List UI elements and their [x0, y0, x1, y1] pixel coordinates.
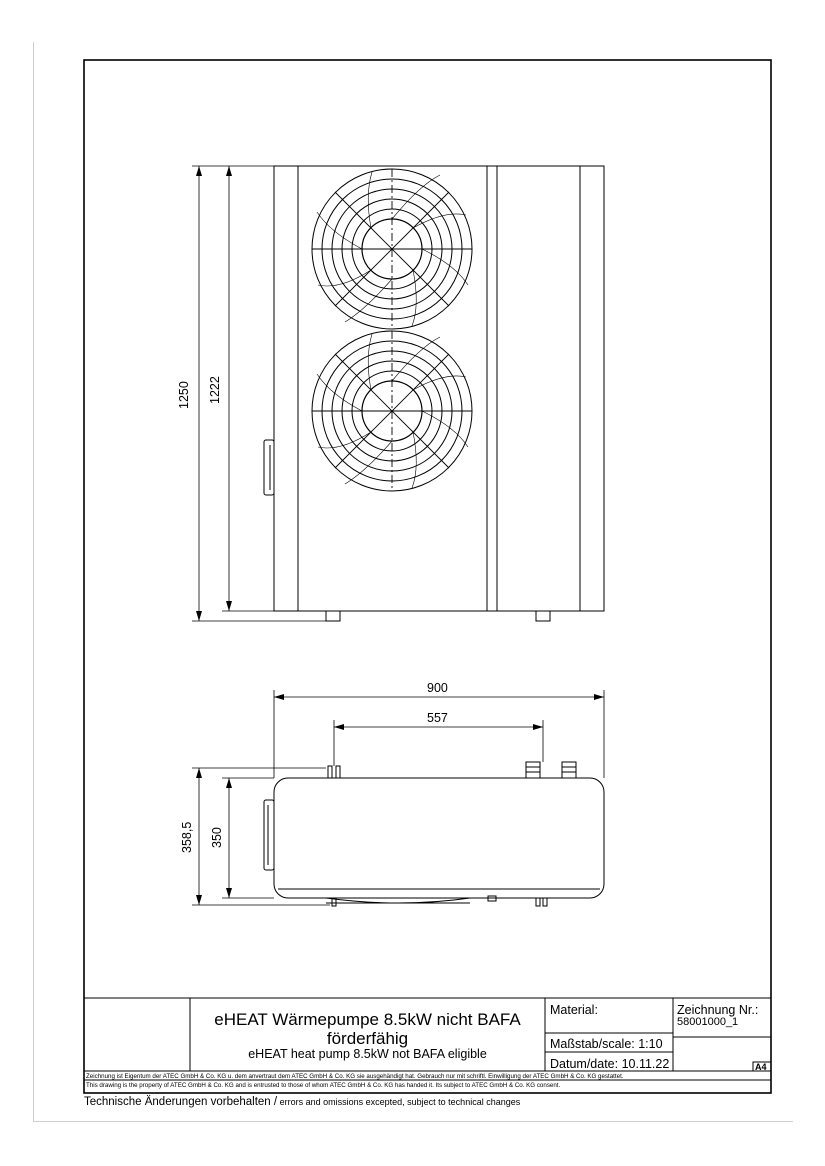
date-field: Datum/date: 10.11.22	[550, 1057, 670, 1071]
legal-notice-de: Zeichnung ist Eigentum der ATEC GmbH & Co. KG u. dem anvertraut dem ATEC GmbH & Co. KG sie ausgehändigt hat. Gebrauch nur mit schriftl. Einwilligung der ATEC GmbH & Co. KG gestattet.	[86, 1073, 624, 1080]
drawing-title: eHEAT Wärmepumpe 8.5kW nicht BAFA förderfähig	[214, 1010, 521, 1048]
drawing-subtitle: eHEAT heat pump 8.5kW not BAFA eligible	[248, 1047, 487, 1061]
dim-connection-spacing: 557	[427, 711, 448, 725]
fan-lower	[312, 331, 472, 491]
footer-note	[84, 1096, 520, 1108]
dim-front-height-total: 1250	[177, 381, 191, 409]
dim-top-depth-total: 358,5	[180, 821, 194, 853]
drawing-number-label: Zeichnung Nr.:	[677, 1003, 759, 1017]
foot	[536, 611, 550, 621]
unit-top-outline	[274, 778, 604, 898]
side-handle	[264, 440, 274, 495]
material-label: Material:	[550, 1003, 598, 1017]
drawing-frame	[84, 60, 771, 1093]
foot	[326, 611, 340, 621]
pipe-connection	[562, 762, 576, 778]
scale-field: Maßstab/scale: 1:10	[550, 1037, 663, 1051]
footer-main: Technische Änderungen vorbehalten /	[84, 1096, 278, 1108]
dim-top-width-total: 900	[427, 681, 448, 695]
front-view	[264, 166, 604, 621]
footer-small: errors and omissions excepted, subject to technical changes	[277, 1097, 521, 1107]
fan-upper	[312, 169, 472, 329]
dim-front-height-body: 1222	[208, 376, 222, 404]
pipe-connection	[526, 762, 540, 778]
side-handle	[264, 800, 274, 870]
top-dimensions	[192, 690, 604, 905]
sheet-size: A4	[755, 1062, 767, 1072]
top-view	[264, 762, 604, 906]
drawing-number: 58001000_1	[677, 1016, 739, 1028]
legal-notice-en: This drawing is the property of ATEC GmbH & Co. KG and is entrusted to those of whom ATEC GmbH & Co. KG has handed it. Its subject to ATEC GmbH & Co. KG consent.	[86, 1082, 561, 1089]
dim-top-depth-body: 350	[210, 827, 224, 848]
